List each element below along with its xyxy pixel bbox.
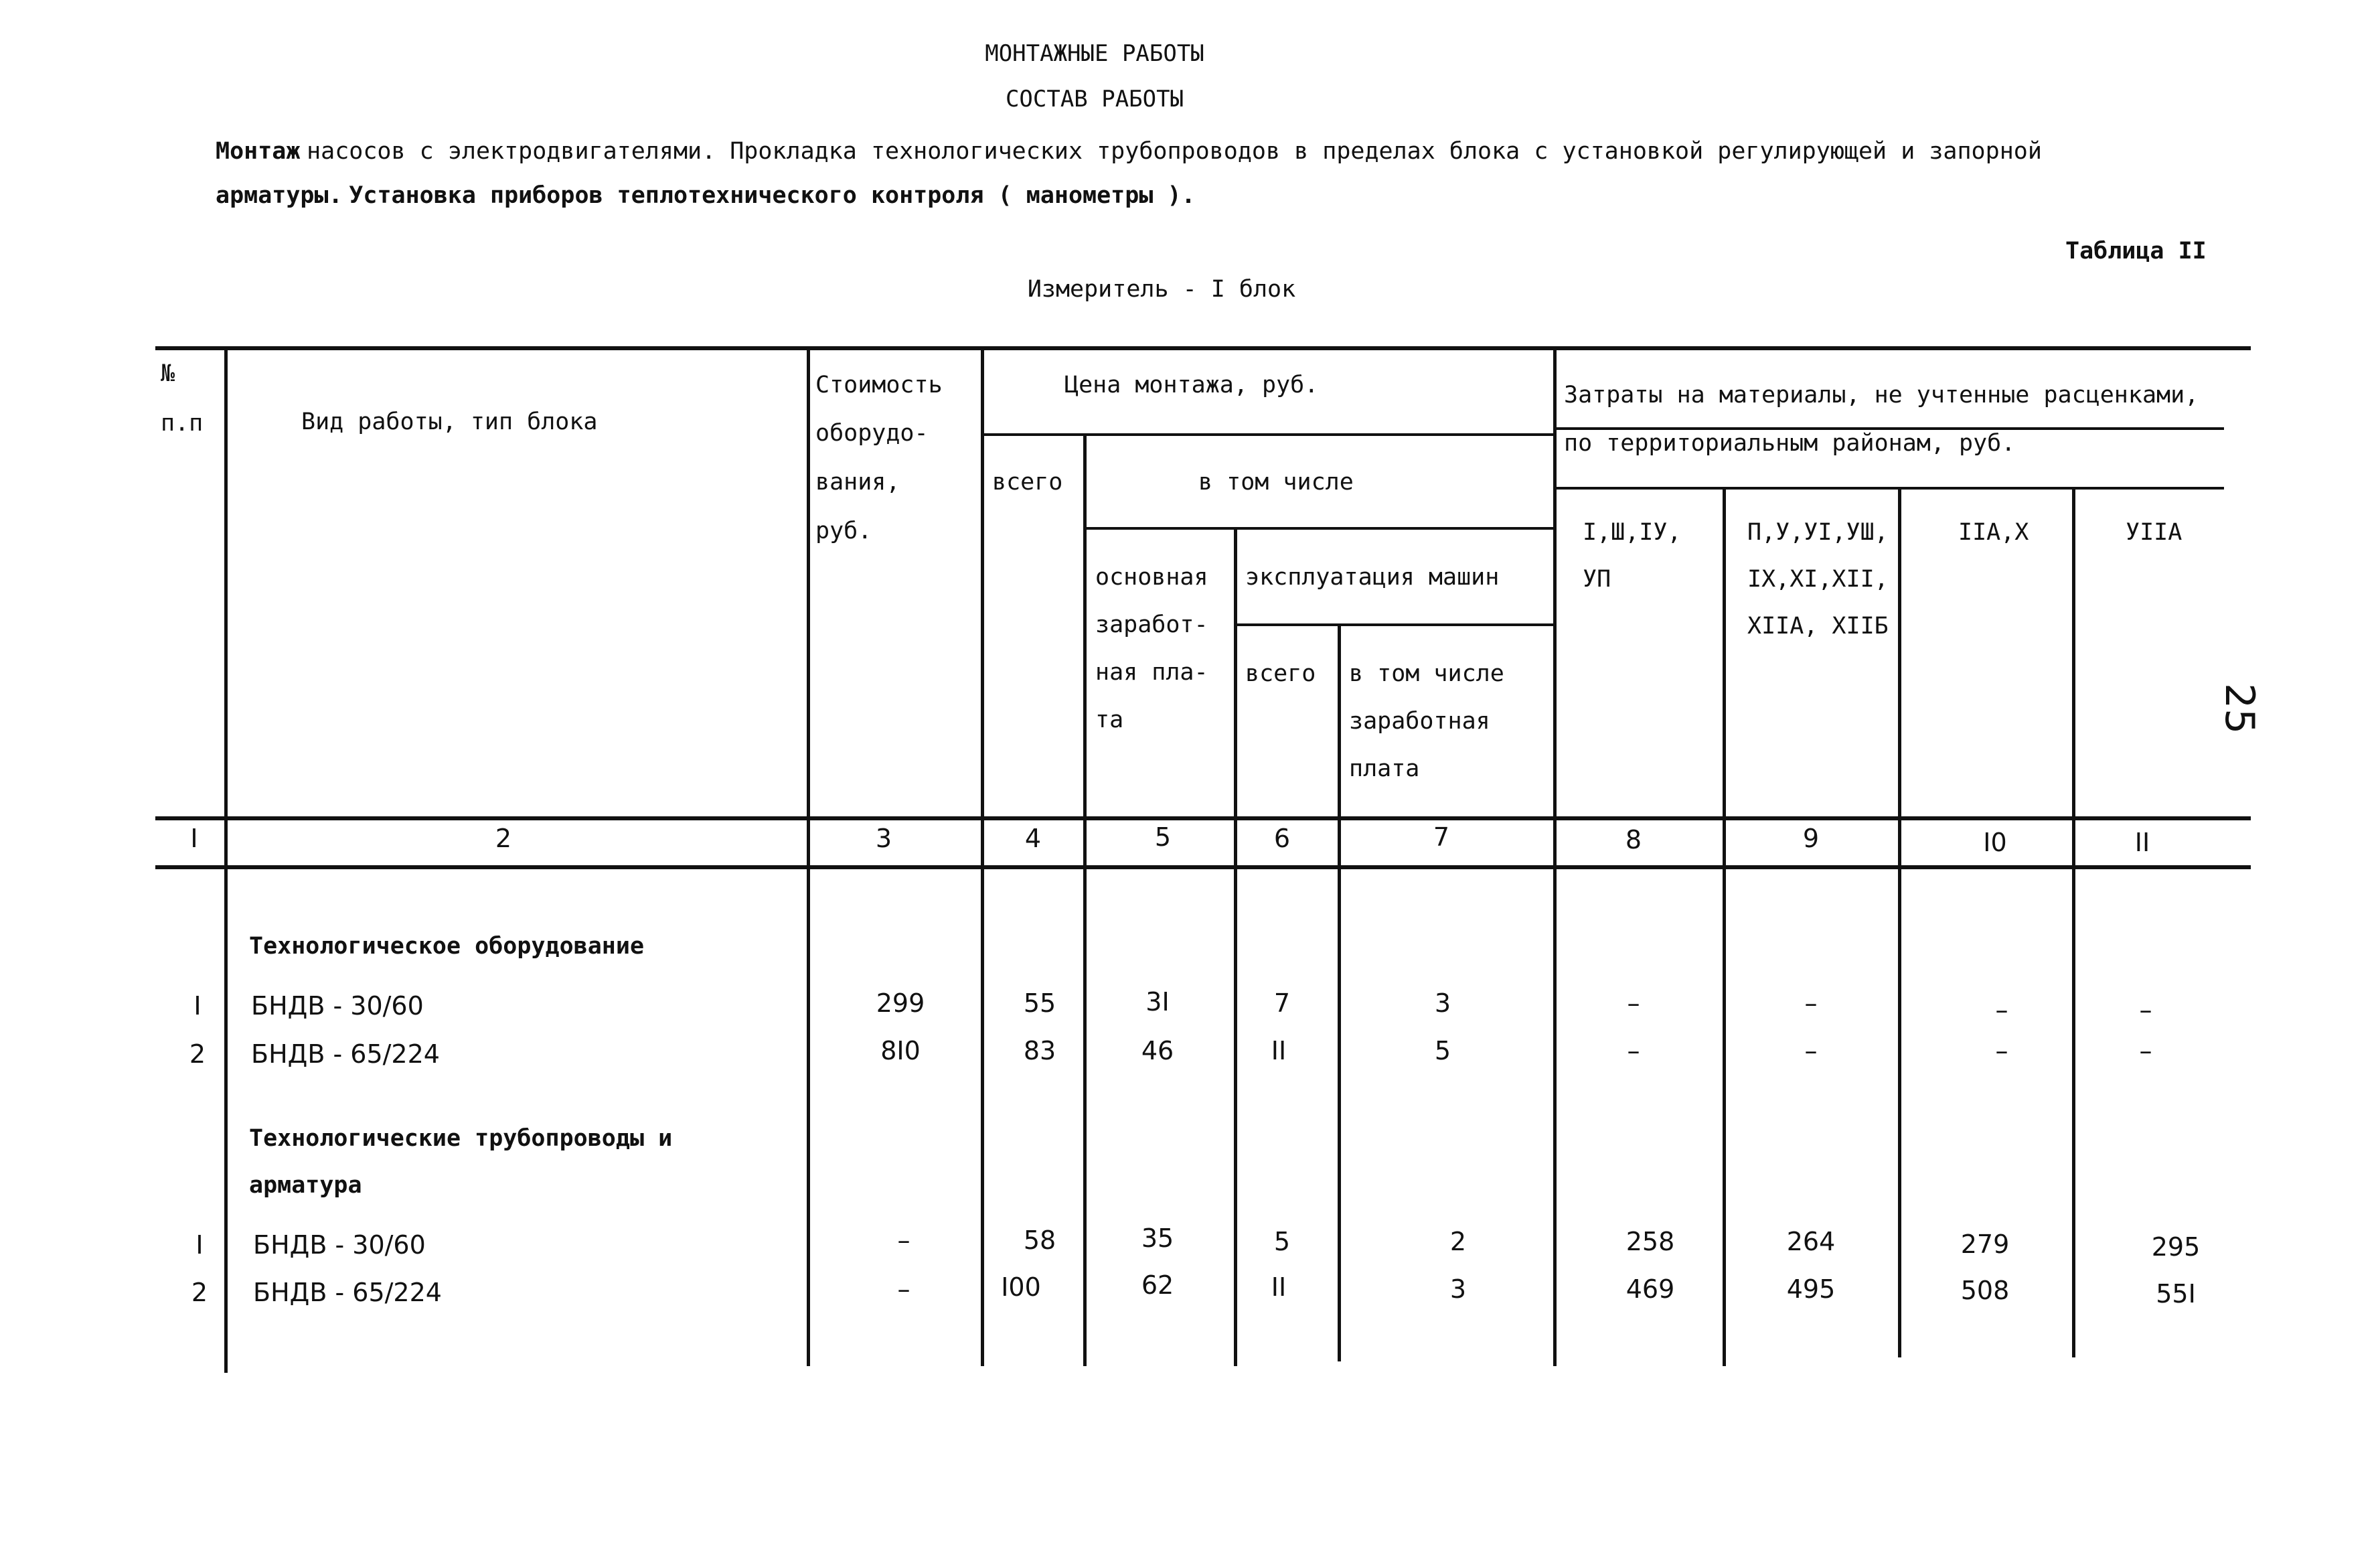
vrule-3 — [981, 348, 984, 1366]
section-title-pipelines-2: арматура — [249, 1172, 362, 1199]
row-r8: – — [1627, 1036, 1640, 1065]
row-name: БНДВ - 30/60 — [253, 1230, 426, 1260]
composition-title: СОСТАВ РАБОТЫ — [1005, 86, 1184, 113]
row-r11: 55I — [2156, 1279, 2196, 1309]
row-r10: 279 — [1960, 1230, 2010, 1259]
header-base-wage-1: основная — [1095, 564, 1208, 591]
row-r8: 258 — [1625, 1227, 1675, 1256]
header-cost-1: Стоимость — [815, 372, 943, 398]
header-no: № — [161, 360, 175, 387]
header-base-wage-3: ная пла- — [1095, 659, 1208, 686]
row-total: 83 — [1023, 1036, 1056, 1065]
row-r9: 495 — [1786, 1274, 1836, 1304]
vrule-9 — [1898, 487, 1901, 1357]
row-machine-wage: 5 — [1434, 1036, 1451, 1065]
row-wage: 62 — [1141, 1270, 1174, 1300]
row-machine: II — [1271, 1272, 1287, 1302]
row-no: I — [193, 991, 202, 1021]
work-lead: Монтаж — [216, 138, 301, 165]
vrule-10 — [2072, 487, 2075, 1357]
row-r9: – — [1804, 1036, 1818, 1065]
row-r11: 295 — [2151, 1232, 2201, 1262]
colnum-5: 5 — [1154, 822, 1172, 852]
work-description-line-2 — [216, 182, 1196, 209]
colnum-6: 6 — [1273, 824, 1291, 853]
header-including: в том числе — [1198, 469, 1354, 496]
row-machine: II — [1271, 1036, 1287, 1065]
colnum-bottom-rule — [155, 865, 2251, 869]
vrule-2 — [807, 348, 810, 1366]
header-region-9-2: IX,XI,XII, — [1747, 566, 1889, 593]
row-r11: – — [2139, 995, 2152, 1025]
header-region-10: IIА,X — [1958, 519, 2029, 546]
page-number: 25 — [2216, 683, 2263, 735]
header-region-9-1: П,У,УI,УШ, — [1747, 519, 1889, 546]
colnum-2: 2 — [495, 824, 512, 853]
colnum-11: II — [2134, 828, 2150, 857]
row-cost: 8I0 — [880, 1036, 921, 1065]
header-cost-2: оборудо- — [815, 420, 929, 447]
price-rule — [984, 433, 1557, 436]
vrule-1 — [224, 348, 228, 1373]
row-name: БНДВ - 65/224 — [251, 1039, 440, 1069]
row-machine: 7 — [1273, 988, 1291, 1018]
colnum-7: 7 — [1433, 822, 1450, 852]
header-region-8-1: I,Ш,IУ, — [1583, 519, 1682, 546]
row-wage: 3I — [1145, 987, 1170, 1017]
header-region-8-2: УП — [1583, 566, 1611, 593]
row-cost: 299 — [876, 988, 925, 1018]
vrule-7 — [1553, 348, 1557, 1366]
vrule-4 — [1083, 433, 1087, 1366]
row-no: I — [195, 1230, 204, 1260]
row-no: 2 — [191, 1278, 208, 1307]
header-work-type: Вид работы, тип блока — [301, 408, 598, 435]
row-wage: 35 — [1141, 1223, 1174, 1253]
row-r9: – — [1804, 988, 1818, 1018]
colnum-4: 4 — [1024, 824, 1042, 853]
work-line1-text: насосов с электродвигателями. Прокладка технологических трубопроводов в пределах блока с установкой регулирующей и запорной — [307, 138, 2042, 165]
section-title: МОНТАЖНЫЕ РАБОТЫ — [985, 40, 1204, 67]
row-r10: – — [1995, 1036, 2008, 1065]
header-region-11: УIIА — [2126, 519, 2183, 546]
work-description-line-1 — [216, 138, 2042, 165]
colnum-1: I — [190, 824, 198, 853]
colnum-8: 8 — [1625, 825, 1642, 854]
vrule-8 — [1723, 487, 1726, 1366]
header-region-9-3: XIIА, XIIБ — [1747, 613, 1889, 640]
unit-label: Измеритель - I блок — [1027, 276, 1296, 303]
regions-rule — [1557, 487, 2224, 490]
row-r11: – — [2139, 1036, 2152, 1065]
row-r10: – — [1995, 995, 2008, 1025]
row-name: БНДВ - 65/224 — [253, 1278, 442, 1307]
header-cost-4: руб. — [815, 518, 872, 544]
header-total: всего — [992, 469, 1063, 496]
colnum-10: I0 — [1983, 828, 2007, 857]
header-machine-wage-2: заработная — [1349, 708, 1490, 735]
header-cost-3: вания, — [815, 469, 900, 496]
colnum-9: 9 — [1802, 824, 1820, 853]
vrule-6 — [1338, 625, 1341, 1361]
work-line2-lead: арматуры. — [216, 182, 343, 209]
header-base-wage-2: заработ- — [1095, 611, 1208, 638]
row-machine-wage: 3 — [1434, 988, 1451, 1018]
row-r10: 508 — [1960, 1276, 2010, 1305]
row-r8: – — [1627, 988, 1640, 1018]
machine-rule — [1237, 623, 1557, 626]
work-line2-text: Установка приборов теплотехнического контроля ( манометры ). — [349, 182, 1196, 209]
colnum-3: 3 — [875, 824, 892, 853]
section-title-pipelines-1: Технологические трубопроводы и — [249, 1125, 673, 1152]
row-no: 2 — [189, 1039, 206, 1069]
row-total: I00 — [1001, 1272, 1041, 1302]
table-label: Таблица II — [2065, 238, 2207, 265]
row-machine-wage: 3 — [1449, 1274, 1467, 1304]
row-wage: 46 — [1141, 1036, 1174, 1065]
header-machine-operation: эксплуатация машин — [1245, 564, 1500, 591]
row-cost: – — [897, 1274, 910, 1304]
header-price-group: Цена монтажа, руб. — [1064, 372, 1319, 398]
table-top-rule — [155, 346, 2251, 350]
header-materials-2: по территориальным районам, руб. — [1564, 430, 2016, 457]
header-machine-wage-1: в том числе — [1349, 660, 1504, 687]
header-bottom-rule — [155, 816, 2251, 820]
header-machine-wage-3: плата — [1349, 755, 1420, 782]
header-base-wage-4: та — [1095, 707, 1124, 733]
row-total: 55 — [1023, 988, 1056, 1018]
row-machine-wage: 2 — [1449, 1227, 1467, 1256]
row-cost: – — [897, 1225, 910, 1255]
row-machine: 5 — [1273, 1227, 1291, 1256]
row-total: 58 — [1023, 1225, 1056, 1255]
row-name: БНДВ - 30/60 — [251, 991, 424, 1021]
row-r8: 469 — [1625, 1274, 1675, 1304]
header-machine-total: всего — [1245, 660, 1316, 687]
section-title-equipment: Технологическое оборудование — [249, 933, 645, 960]
row-r9: 264 — [1786, 1227, 1836, 1256]
header-materials-1: Затраты на материалы, не учтенные расценками, — [1564, 382, 2199, 408]
including-rule — [1086, 527, 1557, 530]
vrule-5 — [1234, 528, 1237, 1366]
header-pp: п.п — [161, 410, 204, 437]
